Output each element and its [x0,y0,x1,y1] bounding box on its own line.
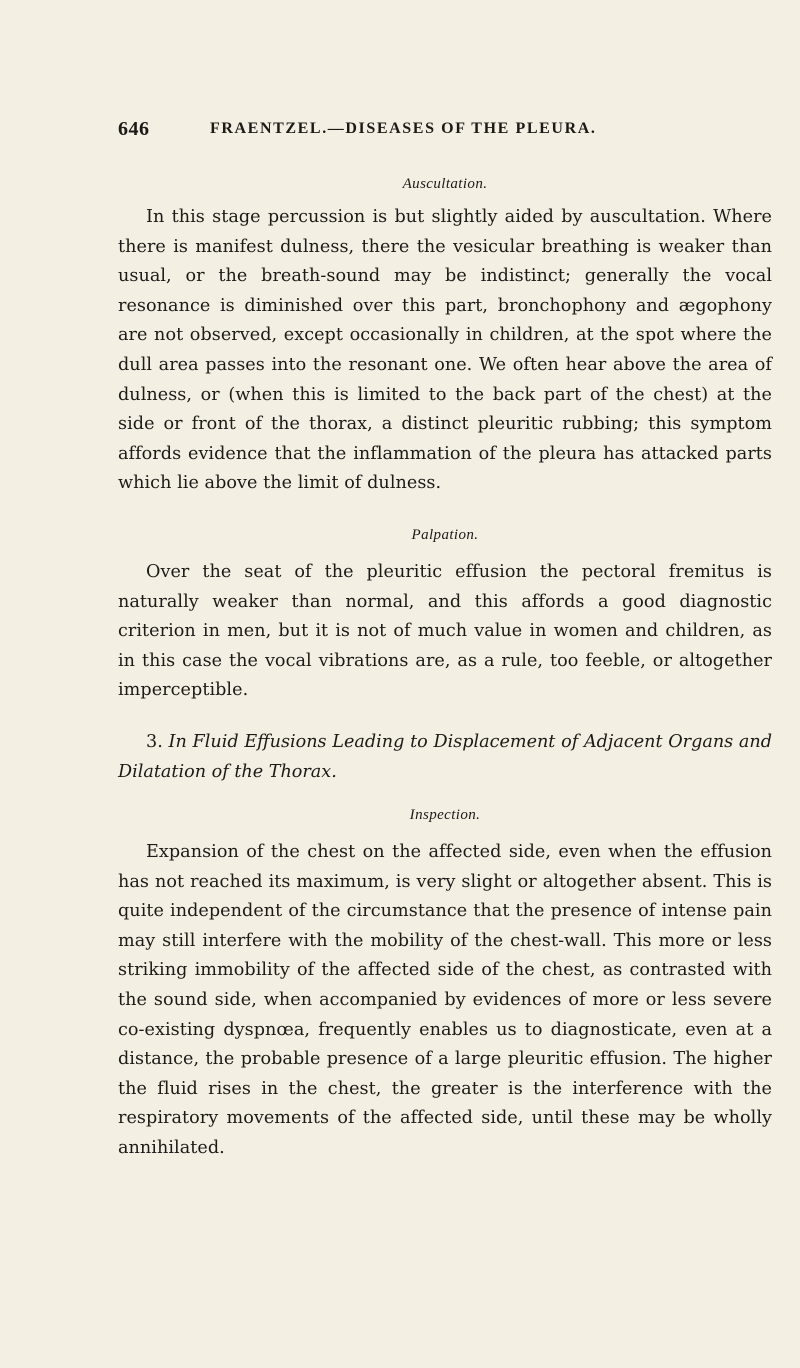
paragraph-palpation: Over the seat of the pleuritic effusion the pectoral fremitus is naturally weaker than normal, and this affords a good diagnostic criterion in men, but it is not of much value in women and children, as in this case the vocal vibrations are, as a rule, too feeble, or altogether imperceptible. [118,561,772,701]
subsection-heading-fluid-effusions [118,728,772,787]
running-title: FRAENTZEL.—DISEASES OF THE PLEURA. [210,120,597,137]
subsection-number: 3. [146,731,163,752]
paragraph-auscultation: In this stage percussion is but slightly aided by auscultation. Where there is manifest dulness, there the vesicular breathing is weaker than usual, or the breath-sound may be indistinct; generally the vocal resonance is diminished over this part, bronchophony and ægophony are not observed, except occasionally in children, at the spot where the dull area passes into the resonant one. We often hear above the area of dulness, or (when this is limited to the back part of the chest) at the side or front of the thorax, a distinct pleuritic rubbing; this symptom affords evidence that the inflammation of the pleura has attacked parts which lie above the limit of dulness. [118,207,772,494]
section-heading-auscultation: Auscultation. [402,176,488,192]
page-number: 646 [118,118,150,140]
page-body [118,176,772,1164]
running-head [118,118,758,148]
subsection-title: In Fluid Effusions Leading to Displacement of Adjacent Organs and Dilatation of the Thorax. [118,731,773,782]
section-heading-inspection: Inspection. [409,807,481,824]
paragraph-inspection: Expansion of the chest on the affected side, even when the effusion has not reached its maximum, is very slight or altogether absent. This is quite independent of the circumstance that the presence of intense pain may still interfere with the mobility of the chest-wall. This more or less striking immobility of the affected side of the chest, as contrasted with the sound side, when accompanied by evidences of more or less severe co-existing dyspnœa, frequently enables us to diagnosticate, even at a distance, the probable presence of a large pleuritic effusion. The higher the fluid rises in the chest, the greater is the interference with the respiratory movements of the affected side, until these may be wholly annihilated. [118,842,772,1159]
section-heading-palpation: Palpation. [411,526,479,543]
